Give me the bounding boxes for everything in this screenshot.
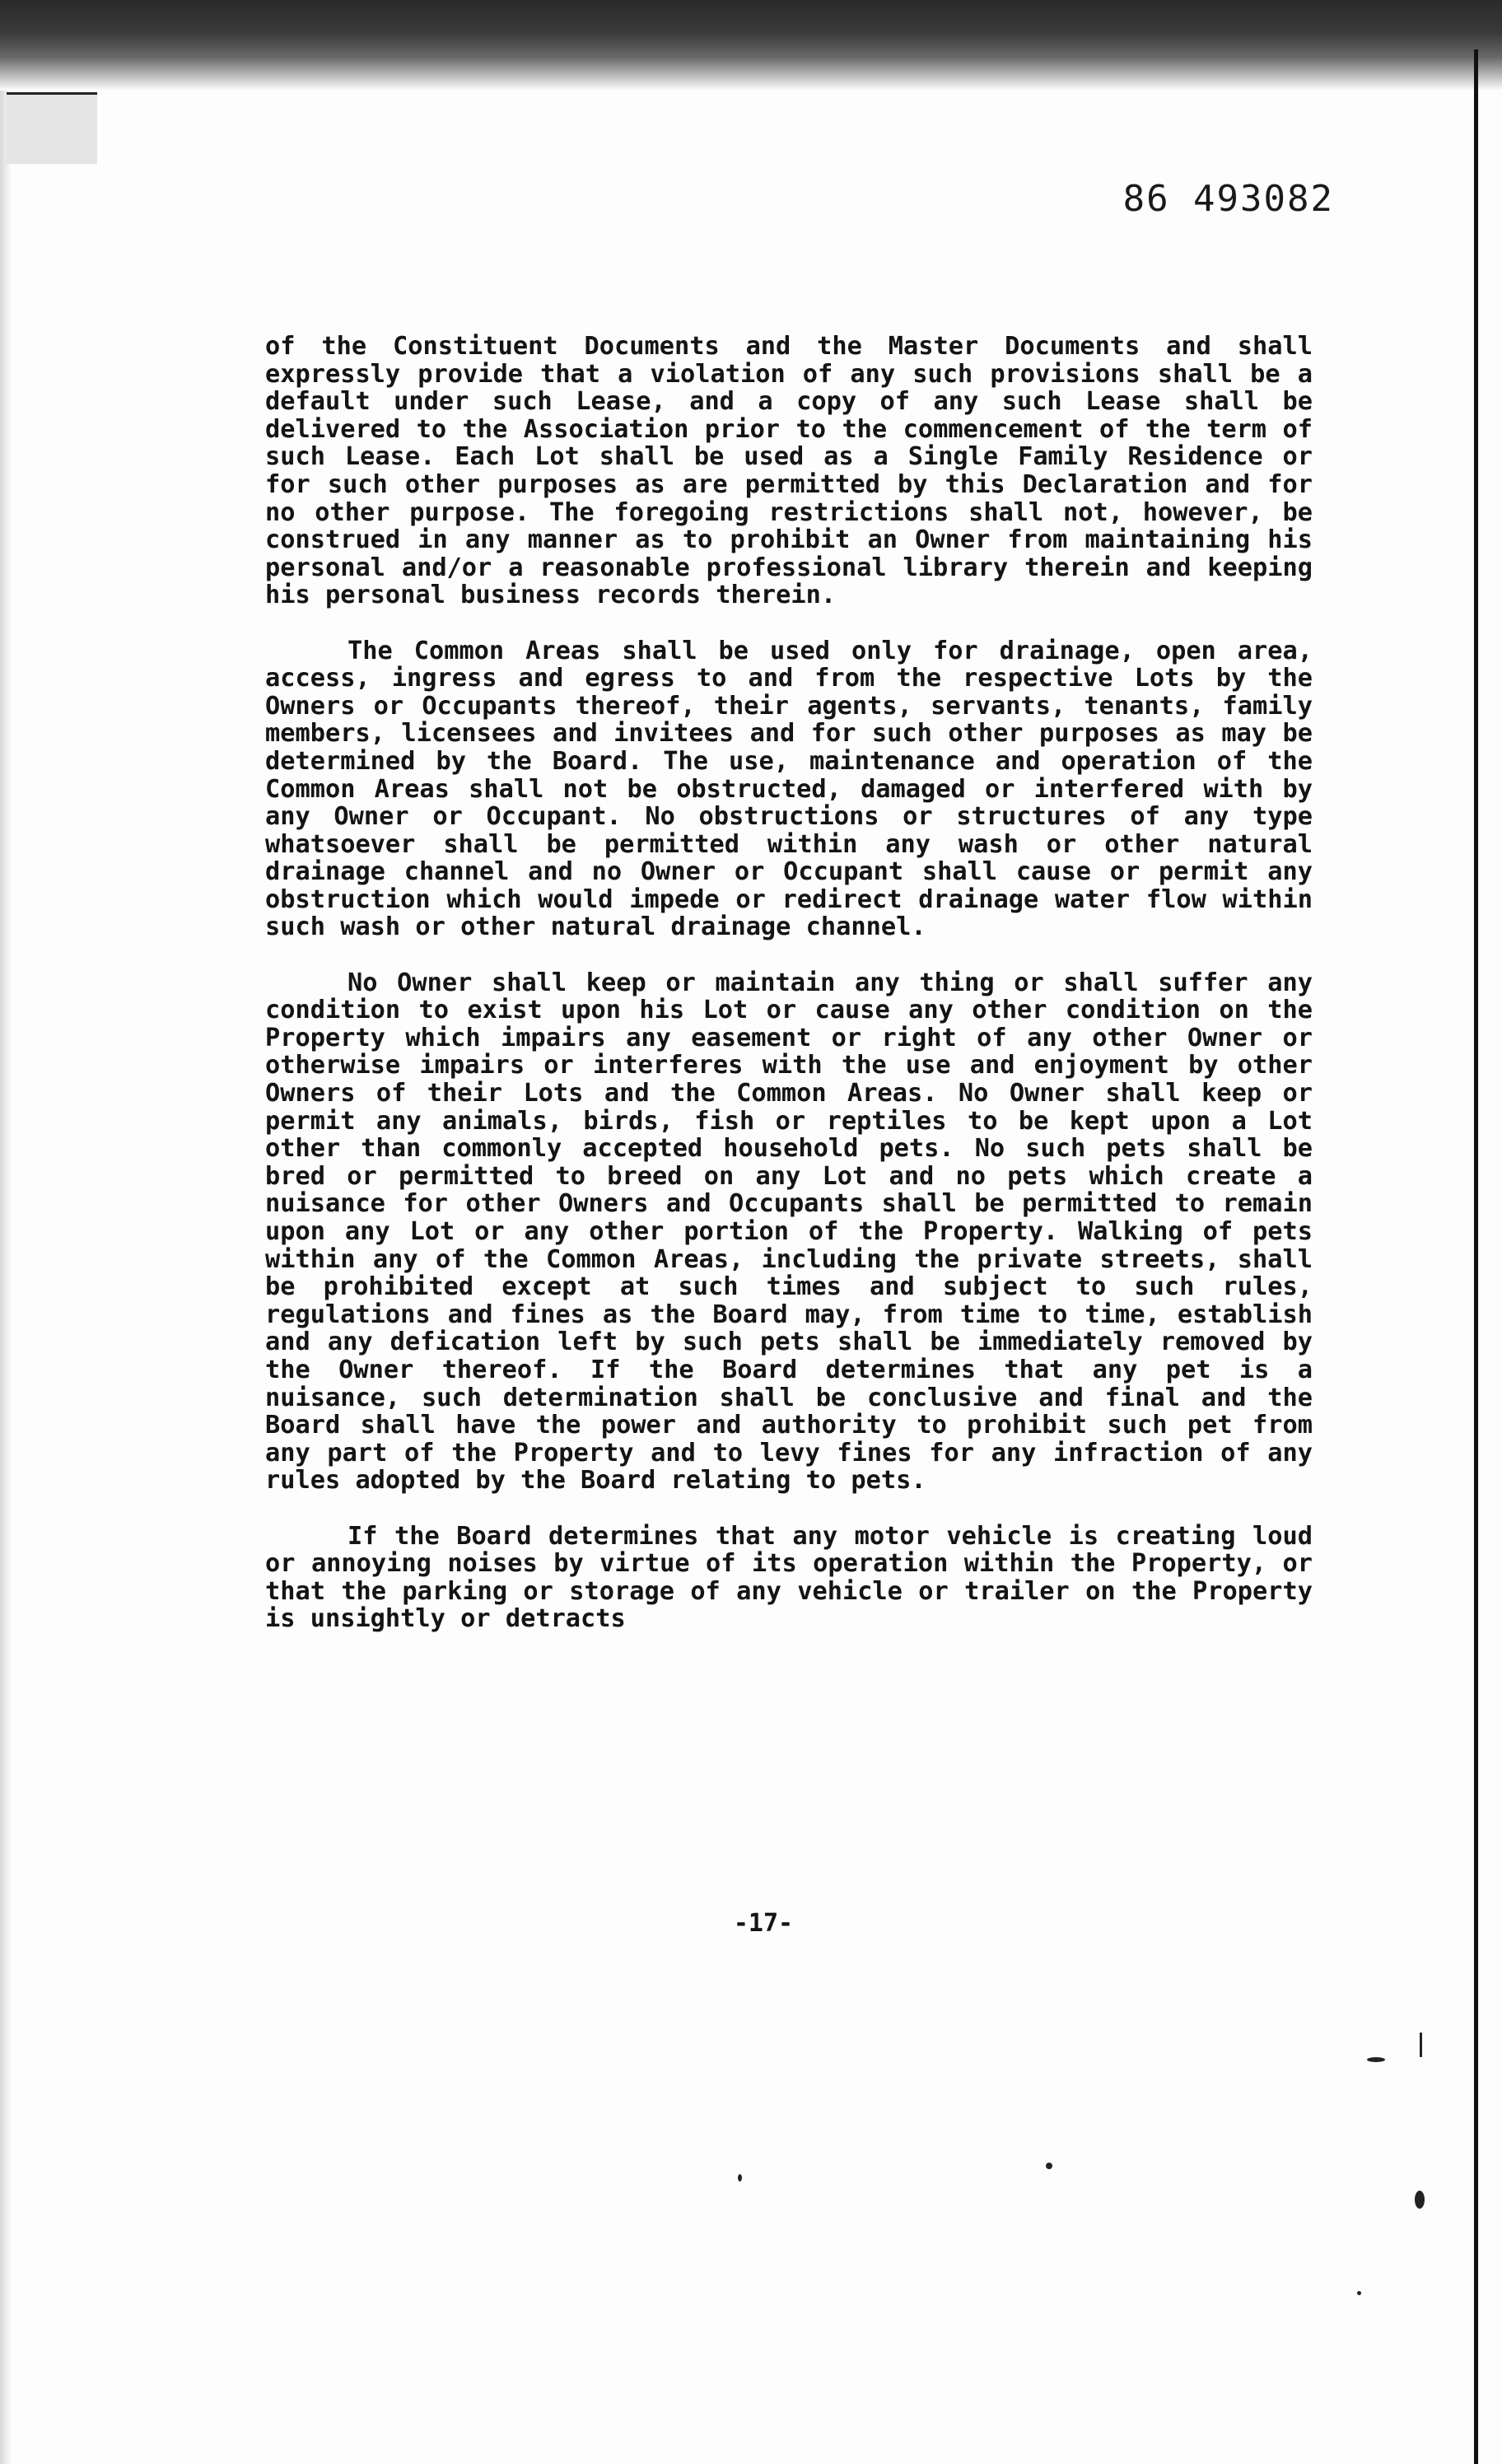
document-number: 86 493082: [1122, 178, 1334, 220]
paragraph-4: If the Board determines that any motor vehicle is creating loud or annoying noises by virtue of its operation within the Property, or that the parking or storage of any vehicle or trailer on the Property is unsightly or detracts: [265, 1521, 1313, 1634]
scan-speck: [1357, 2291, 1361, 2295]
scan-top-border: [0, 0, 1502, 91]
scan-speck: [1415, 2191, 1425, 2209]
paragraph-1: of the Constituent Documents and the Master Documents and shall expressly provide that a violation of any such provisions shall be a default under such Lease, and a copy of any such Lease shall be delivered to the Association prior to the commencement of the term of such Lease. Each Lot shall be used as a Single Family Residence or for such other purposes as are permitted by this Declaration and for no other purpose. The foregoing restrictions shall not, however, be construed in any manner as to prohibit an Owner from maintaining his personal and/or a reasonable professional library therein and keeping his personal business records therein.: [265, 332, 1313, 610]
page-number: -17-: [733, 1909, 794, 1938]
paragraph-2: The Common Areas shall be used only for drainage, open area, access, ingress and egress to and from the respective Lots by the Owners or Occupants thereof, their agents, servants, tenants, family members, licensees and invitees and for such other purposes as may be determined by the Board. The use, maintenance and operation of the Common Areas shall not be obstructed, damaged or interfered with by any Owner or Occupant. No obstructions or structures of any type whatsoever shall be permitted within any wash or other natural drainage channel and no Owner or Occupant shall cause or permit any obstruction which would impede or redirect drainage water flow within such wash or other natural drainage channel.: [265, 636, 1313, 942]
scan-corner-artifact: [7, 92, 97, 164]
scan-right-edge-line: [1474, 49, 1478, 2464]
paragraph-3: No Owner shall keep or maintain any thing or shall suffer any condition to exist upon his Lot or cause any other condition on the Property which impairs any easement or right of any other Owner or otherwise impairs or interferes with the use and enjoyment by other Owners of their Lots and the Common Areas. No Owner shall keep or permit any animals, birds, fish or reptiles to be kept upon a Lot other than commonly accepted household pets. No such pets shall be bred or permitted to breed on any Lot and no pets which create a nuisance for other Owners and Occupants shall be permitted to remain upon any Lot or any other portion of the Property. Walking of pets within any of the Common Areas, including the private streets, shall be prohibited except at such times and subject to such rules, regulations and fines as the Board may, from time to time, establish and any defication left by such pets shall be immediately removed by the Owner thereof. If the Board determines that any pet is a nuisance, such determination shall be conclusive and final and the Board shall have the power and authority to prohibit such pet from any part of the Property and to levy fines for any infraction of any rules adopted by the Board relating to pets.: [265, 968, 1313, 1496]
document-body: [265, 333, 1313, 1661]
scan-left-edge: [0, 91, 12, 2464]
scan-speck: [1046, 2163, 1052, 2169]
scan-speck: [1367, 2057, 1385, 2062]
scan-speck: [738, 2174, 742, 2182]
scan-speck: [1420, 2032, 1422, 2057]
